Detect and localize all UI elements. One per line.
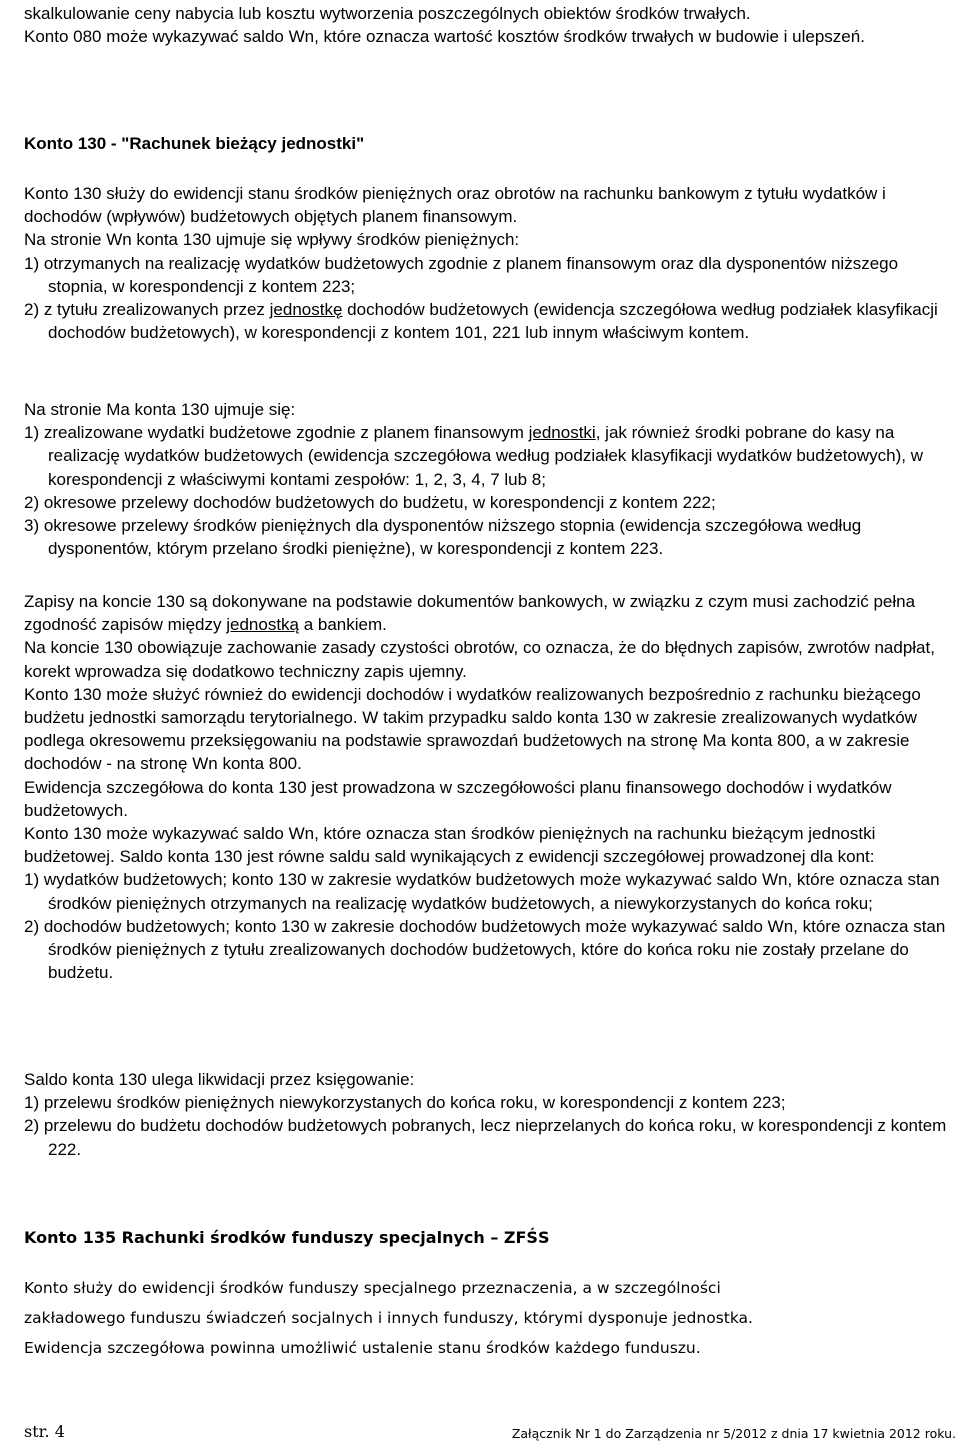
- k130-also: Konto 130 może służyć również do ewidencji dochodów i wydatków realizowanych bezpośrednio z rachunku bieżącego budżetu jednostki samorządu terytorialnego. W takim przypadku saldo konta 130 w zakresie zrealizowanych wydatków podlega okresowemu przeksięgowaniu na podstawie sprawozdań budżetowych na stronę Ma konta 800, a w zakresie dochodów - na stronę Wn konta 800.: [24, 684, 921, 774]
- k130-ma-item-1: [24, 421, 956, 491]
- k130-records-link: jednostką: [226, 615, 299, 635]
- k130-wn-item-2-link: jednostkę: [269, 300, 343, 320]
- k130-wn-intro: Na stronie Wn konta 130 ujmuje się wpływy środków pieniężnych:: [24, 230, 520, 250]
- k130-saldo-item-1: 1) wydatków budżetowych; konto 130 w zakresie wydatków budżetowych może wykazywać saldo Wn, które oznacza stan środków pieniężnych otrzymanych na realizację wydatków budżetowych, a niewykorzystanych do końca roku;: [24, 870, 940, 913]
- k135-line-1: Konto służy do ewidencji środków funduszy specjalnego przeznaczenia, a w szczególności: [24, 1279, 721, 1297]
- k130-ma-item-3: 3) okresowe przelewy środków pieniężnych dla dysponentów niższego stopnia (ewidencja szczegółowa według dysponentów, którym przelano środki pieniężne), w korespondencji z kontem 223.: [24, 516, 862, 559]
- k130-title: Konto 130 - "Rachunek bieżący jednostki": [24, 134, 365, 153]
- k130-liq-item-1: 1) przelewu środków pieniężnych niewykorzystanych do końca roku, w korespondencji z kontem 223;: [24, 1093, 786, 1113]
- k130-ma-item-1-a: 1) zrealizowane wydatki budżetowe zgodnie z planem finansowym: [24, 423, 529, 443]
- k130-wn-item-2: [24, 298, 956, 344]
- k130-ma-block: [24, 398, 956, 560]
- k130-wn-item-2-b: dochodów budżetowych (ewidencja szczegółowa według podziałek klasyfikacji dochodów budżetowych), w korespondencji z kontem 101, 221 lub innym właściwym kontem.: [48, 300, 938, 343]
- k135-line-2: zakładowego funduszu świadczeń socjalnych i innych funduszy, którymi dysponuje jednostka.: [24, 1309, 753, 1327]
- intro-block: [24, 2, 956, 48]
- k130-saldo-item-2: 2) dochodów budżetowych; konto 130 w zakresie dochodów budżetowych może wykazywać saldo Wn, które oznacza stan środków pieniężnych z tytułu zrealizowanych dochodów budżetowych, które do końca roku nie zostały przelane do budżetu.: [24, 916, 946, 983]
- k135-block: [24, 1223, 956, 1363]
- k130-wn-block: [24, 182, 956, 344]
- k130-description: Konto 130 służy do ewidencji stanu środków pieniężnych oraz obrotów na rachunku bankowym z tytułu wydatków i dochodów (wpływów) budżetowych objętych planem finansowym.: [24, 184, 886, 227]
- k130-records: [24, 590, 956, 636]
- k135-spacer: [24, 1253, 956, 1273]
- page-number: str. 4: [24, 1422, 65, 1441]
- k130-ma-item-1-b: , jak również środki pobrane do kasy na realizację wydatków budżetowych (ewidencja szczegółowa według podziałek klasyfikacji wydatków budżetowych), w korespondencji z właściwymi kontami zespołów: 1, 2, 3, 4, 7 lub 8;: [48, 423, 923, 489]
- k130-ma-item-2: 2) okresowe przelewy dochodów budżetowych do budżetu, w korespondencji z kontem 222;: [24, 492, 716, 512]
- intro-line-1: skalkulowanie ceny nabycia lub kosztu wytworzenia poszczególnych obiektów środków trwałych.: [24, 4, 751, 23]
- intro-line-2: Konto 080 może wykazywać saldo Wn, które oznacza wartość kosztów środków trwałych w budowie i ulepszeń.: [24, 27, 865, 47]
- k130-records-b: a bankiem.: [299, 615, 387, 635]
- k130-ma-intro: Na stronie Ma konta 130 ujmuje się:: [24, 400, 296, 419]
- k130-ma-item-1-link: jednostki: [528, 423, 596, 443]
- k135-title: Konto 135 Rachunki środków funduszy specjalnych – ZFŚS: [24, 1228, 550, 1247]
- footer-attachment-note: Załącznik Nr 1 do Zarządzenia nr 5/2012 z dnia 17 kwietnia 2012 roku.: [511, 1426, 956, 1441]
- k130-wn-item-2-a: 2) z tytułu zrealizowanych przez: [24, 300, 270, 320]
- k130-rules-block: [24, 590, 956, 984]
- k130-liq-intro: Saldo konta 130 ulega likwidacji przez księgowanie:: [24, 1070, 415, 1089]
- k130-saldo: Konto 130 może wykazywać saldo Wn, które oznacza stan środków pieniężnych na rachunku bieżącym jednostki budżetowej. Saldo konta 130 jest równe saldu sald wynikających z ewidencji szczegółowej prowadzonej dla kont:: [24, 824, 876, 867]
- k130-liquidation-block: [24, 1068, 956, 1161]
- k130-records-a: Zapisy na koncie 130 są dokonywane na podstawie dokumentów bankowych, w związku z czym musi zachodzić pełna zgodność zapisów między: [24, 592, 916, 635]
- k130-liq-item-2: 2) przelewu do budżetu dochodów budżetowych pobranych, lecz nieprzelanych do końca roku, w korespondencji z kontem 222.: [24, 1116, 947, 1159]
- k130-detail: Ewidencja szczegółowa do konta 130 jest prowadzona w szczegółowości planu finansowego dochodów i wydatków budżetowych.: [24, 777, 892, 820]
- k130-wn-item-1: 1) otrzymanych na realizację wydatków budżetowych zgodnie z planem finansowym oraz dla dysponentów niższego stopnia, w korespondencji z kontem 223;: [24, 253, 899, 296]
- k130-purity: Na koncie 130 obowiązuje zachowanie zasady czystości obrotów, co oznacza, że do błędnych zapisów, zwrotów nadpłat, korekt wprowadza się dodatkowo techniczny zapis ujemny.: [24, 638, 935, 681]
- k135-line-3: Ewidencja szczegółowa powinna umożliwić ustalenie stanu środków każdego funduszu.: [24, 1339, 701, 1357]
